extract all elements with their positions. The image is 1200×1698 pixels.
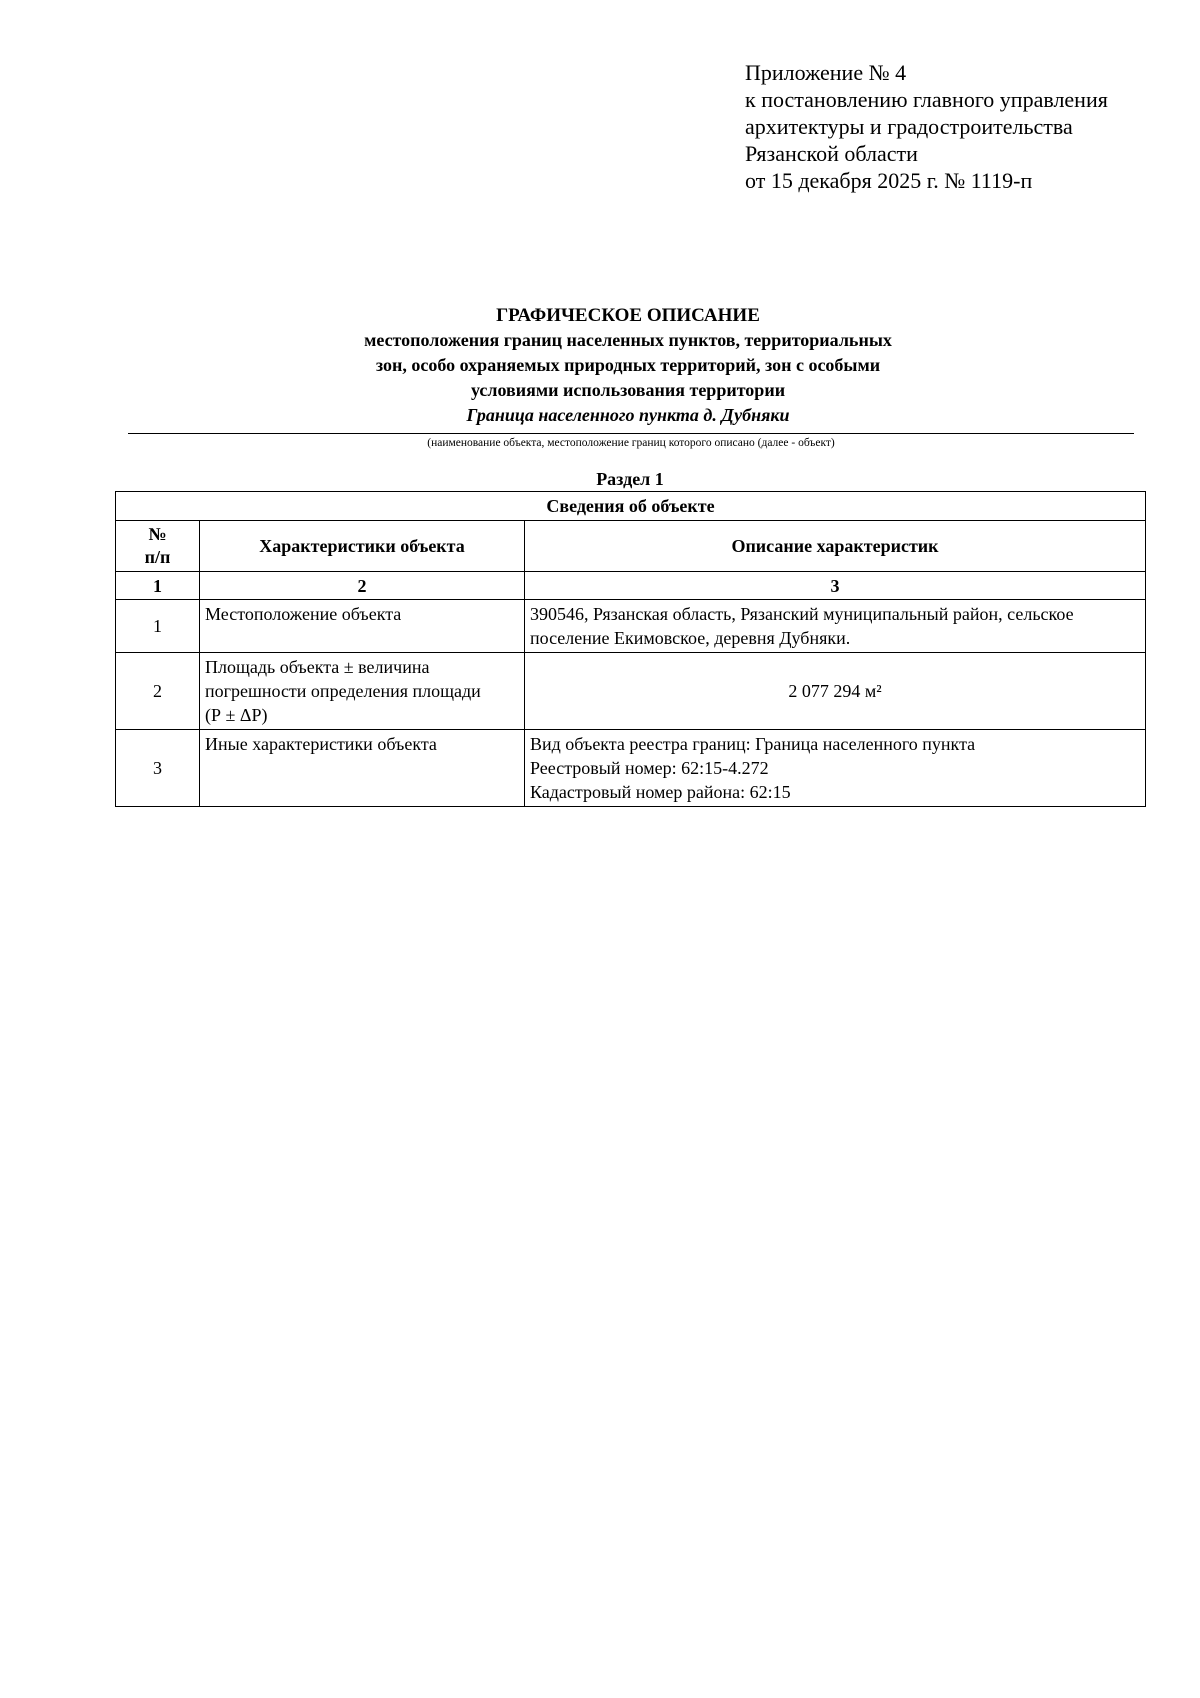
- object-name: Граница населенного пункта д. Дубняки: [466, 405, 790, 425]
- document-title-block: [120, 303, 1136, 427]
- header-description: Описание характеристик: [525, 521, 1146, 572]
- attachment-header: [745, 59, 1108, 194]
- attachment-line: Приложение № 4: [745, 60, 907, 85]
- document-subtitle-line: зон, особо охраняемых природных территорий, зон с особыми: [375, 355, 881, 375]
- row-characteristic-line: Иные характеристики объекта: [205, 734, 437, 754]
- document-subtitle-line: условиями использования территории: [470, 380, 786, 400]
- row-number: 2: [116, 653, 200, 730]
- column-number: 1: [116, 572, 200, 600]
- row-characteristic: [200, 730, 525, 807]
- row-description: [525, 730, 1146, 807]
- table-row: [116, 600, 1146, 653]
- row-description: [525, 600, 1146, 653]
- column-number: 2: [200, 572, 525, 600]
- header-characteristics: Характеристики объекта: [200, 521, 525, 572]
- header-num: [116, 521, 200, 572]
- object-name-underline: [128, 433, 1134, 434]
- row-characteristic-line: Площадь объекта ± величина: [205, 657, 430, 677]
- table-header-row: [116, 521, 1146, 572]
- row-characteristic-line: погрешности определения площади: [205, 681, 481, 701]
- row-number: 1: [116, 600, 200, 653]
- table-caption: Сведения об объекте: [116, 492, 1146, 521]
- document-subtitle-line: местоположения границ населенных пунктов, территориальных: [364, 330, 892, 350]
- row-number: 3: [116, 730, 200, 807]
- row-description-line: поселение Екимовское, деревня Дубняки.: [530, 628, 851, 648]
- table-row: [116, 730, 1146, 807]
- object-info-table: [115, 491, 1146, 807]
- header-num-line: №: [148, 524, 167, 544]
- document-title: ГРАФИЧЕСКОЕ ОПИСАНИЕ: [496, 305, 760, 326]
- row-characteristic: [200, 600, 525, 653]
- column-number-row: [116, 572, 1146, 600]
- row-characteristic-line: Местоположение объекта: [205, 604, 402, 624]
- column-number: 3: [525, 572, 1146, 600]
- row-description-line: Кадастровый номер района: 62:15: [530, 782, 791, 802]
- object-name-caption: (наименование объекта, местоположение границ которого описано (далее - объект): [427, 437, 835, 449]
- attachment-line: от 15 декабря 2025 г. № 1119-п: [745, 168, 1033, 193]
- row-characteristic-line: (Р ± ΔР): [205, 705, 268, 725]
- header-num-line: п/п: [144, 547, 171, 567]
- row-description-line: 390546, Рязанская область, Рязанский муниципальный район, сельское: [530, 604, 1074, 624]
- row-characteristic: [200, 653, 525, 730]
- attachment-line: Рязанской области: [745, 141, 918, 166]
- table-row: [116, 653, 1146, 730]
- attachment-line: архитектуры и градостроительства: [745, 114, 1073, 139]
- table-caption-row: [116, 492, 1146, 521]
- section-title: Раздел 1: [596, 469, 664, 489]
- row-area-value: 2 077 294 м²: [525, 653, 1146, 730]
- row-description-line: Вид объекта реестра границ: Граница населенного пункта: [530, 734, 976, 754]
- row-description-line: Реестровый номер: 62:15-4.272: [530, 758, 769, 778]
- attachment-line: к постановлению главного управления: [745, 87, 1108, 112]
